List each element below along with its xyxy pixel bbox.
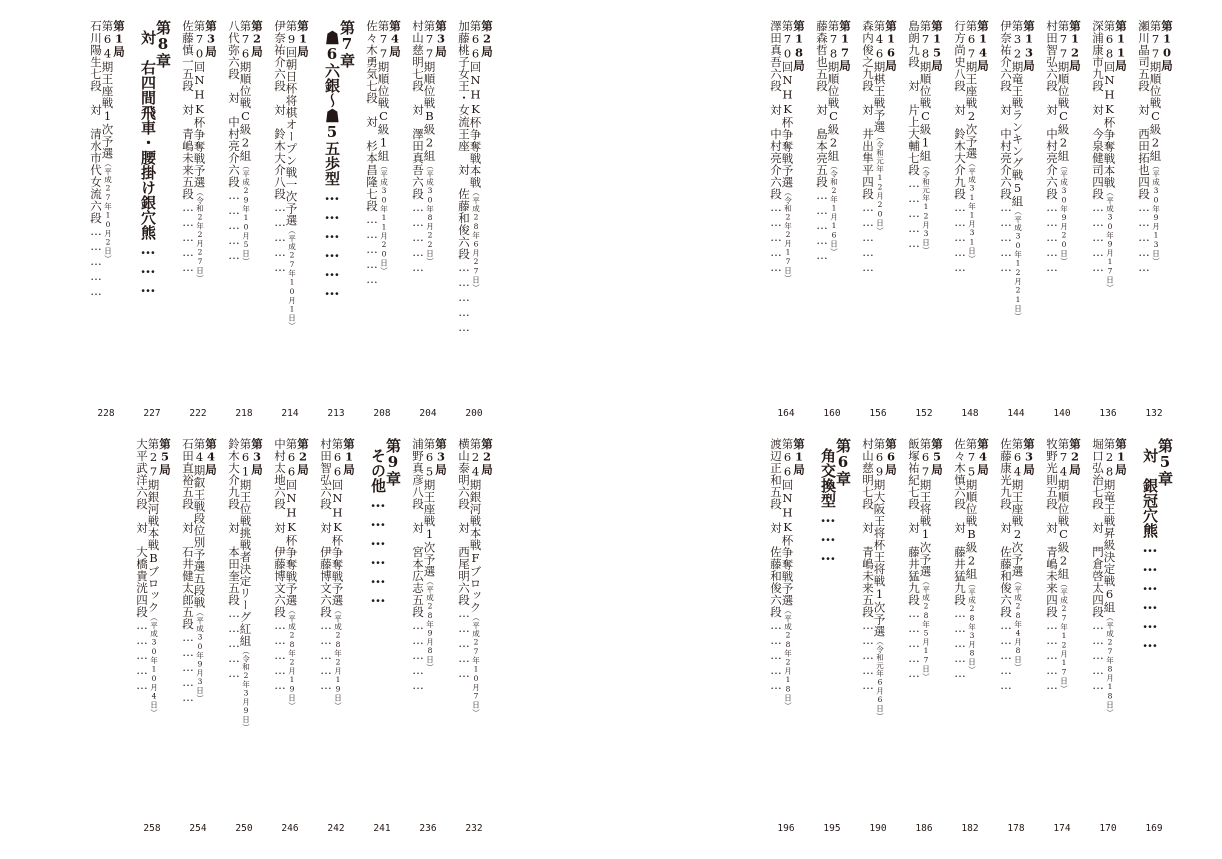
game-date: （平成30年11月20日） [379, 162, 389, 275]
toc-game-entry[interactable] [948, 20, 988, 275]
page-number: 144 [1007, 408, 1025, 419]
game-label: 第6局 [884, 438, 898, 475]
chapter-title [820, 448, 835, 565]
game-label: 第2局 [480, 438, 494, 475]
game-label: 第12局 [1068, 20, 1082, 71]
page-number: 170 [1099, 823, 1117, 834]
toc-game-entry[interactable] [994, 20, 1034, 321]
game-label: 第18局 [792, 20, 806, 71]
game-event-name: 第77期順位戦C級1組 [376, 20, 391, 162]
game-label: 第4局 [976, 438, 990, 475]
toc-game-entry[interactable] [406, 438, 446, 693]
game-players [182, 20, 194, 283]
game-players [908, 20, 920, 255]
toc-game-entry[interactable] [452, 20, 492, 335]
game-players [136, 438, 148, 717]
toc-game-entry[interactable] [176, 438, 216, 705]
game-players [320, 438, 332, 710]
page-number: 174 [1053, 823, 1071, 834]
dot-leader: …………… [769, 200, 783, 275]
game-label: 第3局 [204, 20, 218, 57]
game-players-text: 村田智弘六段 対 伊藤博文六段 [319, 438, 333, 618]
game-date: （平成28年2月19日） [333, 606, 343, 710]
game-players-text: 鈴木大介九段 対 本田奎五段 [227, 438, 241, 606]
dot-leader: …………… [769, 618, 783, 693]
page-number: 250 [235, 823, 253, 834]
game-players-text: 渡辺正和五段 対 佐藤和俊六段 [769, 438, 783, 618]
game-players [458, 20, 470, 335]
game-players-text: 村田智弘六段 対 中村亮介六段 [1045, 20, 1059, 200]
toc-panel-top-left [40, 20, 500, 420]
page-number: 218 [235, 408, 253, 419]
game-label: 第2局 [250, 20, 264, 57]
game-label: 第15局 [930, 20, 944, 71]
game-label: 第10局 [1160, 20, 1174, 71]
toc-game-entry[interactable] [84, 20, 124, 299]
dot-leader: ……………… [1141, 538, 1159, 652]
dot-leader: …………… [227, 188, 241, 263]
game-date: （平成28年2月18日） [783, 606, 793, 710]
page-number: 232 [465, 823, 483, 834]
game-event-name: 第75期順位戦B級2組 [964, 438, 979, 580]
game-players [366, 20, 378, 287]
toc-chapter-entry[interactable] [314, 20, 354, 300]
game-players [1092, 20, 1104, 292]
dot-leader: …………… [457, 606, 471, 681]
game-event-name: 第66回NHK杯争奪戦予選 [284, 438, 299, 607]
game-players-text: 飯塚祐紀七段 対 藤井猛九段 [907, 438, 921, 606]
game-date: （平成30年9月3日） [195, 608, 205, 703]
game-players [770, 438, 782, 710]
page-number: 152 [915, 408, 933, 419]
page-number: 204 [419, 408, 437, 419]
chapter-label: 第8章 [154, 20, 172, 68]
game-players-text: 伊奈祐介六段 対 中村亮介六段 [999, 20, 1013, 200]
page-number: 148 [961, 408, 979, 419]
game-event-name: 第78期順位戦C級2組 [826, 20, 841, 162]
game-label: 第1局 [1114, 438, 1128, 475]
game-event-name: 第74期順位戦C級2組 [1056, 438, 1071, 580]
page-number: 258 [143, 823, 161, 834]
chapter-title [140, 30, 155, 297]
toc-game-entry[interactable] [1040, 438, 1080, 693]
game-event-name: 第66回NHK杯争奪戦予選 [780, 438, 795, 607]
game-event-name: 第76期順位戦C級2組 [238, 20, 253, 162]
game-date: （平成27年8月18日） [1105, 613, 1115, 717]
chapter-title-text: 対 銀冠穴熊 [1141, 448, 1159, 538]
toc-game-entry[interactable] [810, 20, 850, 263]
page-number: 164 [777, 408, 795, 419]
toc-chapter-entry[interactable] [810, 438, 850, 565]
page-number: 136 [1099, 408, 1117, 419]
game-date: （令和2年2月17日） [783, 188, 793, 283]
chapter-title-text: ☗6六銀〜☗5五歩型 [323, 30, 341, 186]
game-event-name: 第77期順位戦B級2組 [422, 20, 437, 162]
game-players [1092, 438, 1104, 717]
game-players-text: 深浦康市九段 対 今泉健司四段 [1091, 20, 1105, 200]
game-label: 第14局 [976, 20, 990, 71]
game-players-text: 石田直裕五段 対 石井健太郎五段 [181, 438, 195, 630]
game-players [1046, 20, 1058, 275]
page-number: 208 [373, 408, 391, 419]
game-label: 第4局 [204, 438, 218, 475]
game-date: （平成31年1月31日） [967, 159, 977, 263]
toc-game-entry[interactable] [764, 438, 804, 710]
page-number: 228 [97, 408, 115, 419]
game-date: （平成28年5月17日） [921, 577, 931, 681]
game-players-text: 行方尚史八段 対 鈴木大介九段 [953, 20, 967, 200]
page-number: 190 [869, 823, 887, 834]
game-date: （平成27年10月2日） [103, 159, 113, 263]
page-number: 242 [327, 823, 345, 834]
game-label: 第16局 [884, 20, 898, 71]
game-event-name: 第77期順位戦C級2組 [1148, 20, 1163, 162]
game-players-text: 佐藤康光九段 対 佐藤和俊六段 [999, 438, 1013, 618]
game-event-name: 第28期竜王戦昇級決定戦6組 [1102, 438, 1117, 614]
page-number: 222 [189, 408, 207, 419]
dot-leader: …………… [907, 176, 921, 251]
chapter-label: 第6章 [834, 438, 852, 486]
dot-leader: …………… [365, 212, 379, 287]
game-label: 第4局 [388, 20, 402, 57]
toc-chapter-entry[interactable] [360, 438, 400, 607]
game-label: 第11局 [1114, 20, 1128, 71]
game-label: 第2局 [296, 438, 310, 475]
game-event-name: 第66回NHK杯争奪戦本戦 [468, 20, 483, 189]
game-players-text: 大平武洋六段 対 大橋貴洸四段 [135, 438, 149, 618]
game-date: （平成27年12月17日） [1059, 580, 1069, 693]
page-number: 156 [869, 408, 887, 419]
game-players [816, 20, 828, 263]
game-date: （令和元年12月20日） [875, 133, 885, 235]
game-players [412, 20, 424, 275]
toc-panel-top-right [760, 20, 1180, 420]
game-players [458, 438, 470, 717]
dot-leader: …………… [319, 618, 333, 693]
game-date: （平成28年2月19日） [287, 606, 297, 710]
toc-game-entry[interactable] [268, 438, 308, 710]
game-players [862, 20, 874, 275]
game-event-name: 第70回NHK杯争奪戦予選 [192, 20, 207, 189]
game-date: （平成30年9月13日） [1151, 162, 1161, 266]
game-event-name: 第68回NHK杯争奪戦本戦 [1102, 20, 1117, 189]
game-players [1000, 438, 1012, 693]
page-number: 254 [189, 823, 207, 834]
dot-leader: ……………… [369, 493, 387, 607]
game-players [412, 438, 424, 693]
dot-leader: …………… [457, 260, 471, 335]
game-label: 第2局 [1068, 438, 1082, 475]
game-event-name: 第78期順位戦C級1組 [918, 20, 933, 162]
game-players-text: 加藤桃子女王・女流王座 対 佐藤和俊六段 [457, 20, 471, 260]
dot-leader: …………… [999, 200, 1013, 275]
page-number: 178 [1007, 823, 1025, 834]
dot-leader: …………… [89, 224, 103, 299]
game-label: 第17局 [838, 20, 852, 71]
game-event-name: 第64期王座戦1次予選 [100, 20, 115, 160]
dot-leader: …………… [861, 200, 875, 275]
game-players-text: 佐々木勇気七段 対 杉本昌隆七段 [365, 20, 379, 212]
page-number: 140 [1053, 408, 1071, 419]
game-players [228, 20, 240, 266]
game-players [770, 20, 782, 283]
toc-game-entry[interactable] [222, 438, 262, 732]
dot-leader: …………… [953, 606, 967, 681]
game-date: （平成28年4月8日） [1013, 577, 1023, 672]
game-players [182, 438, 194, 705]
game-players [90, 20, 102, 299]
game-date: （平成30年8月22日） [425, 162, 435, 266]
toc-game-entry[interactable] [130, 438, 170, 717]
chapter-title-text: その他 [369, 448, 387, 493]
game-label: 第5局 [930, 438, 944, 475]
game-players [1000, 20, 1012, 321]
toc-game-entry[interactable] [176, 20, 216, 283]
dot-leader: …………… [1091, 618, 1105, 693]
dot-leader: …………… [181, 200, 195, 275]
chapter-label: 第9章 [384, 438, 402, 486]
toc-game-entry[interactable] [764, 20, 804, 283]
game-label: 第2局 [480, 20, 494, 57]
chapter-label: 第7章 [338, 20, 356, 68]
dot-leader: …………… [1091, 200, 1105, 275]
game-event-name: 第4期叡王戦段位別予選五段戦 [192, 438, 207, 609]
toc-panel-bottom-right [740, 438, 1180, 843]
toc-game-entry[interactable] [1086, 438, 1126, 717]
page-number: 246 [281, 823, 299, 834]
chapter-title [324, 30, 339, 300]
toc-chapter-entry[interactable] [130, 20, 170, 297]
game-label: 第1局 [792, 438, 806, 475]
dot-leader: …………… [411, 200, 425, 275]
game-date: （平成30年9月20日） [1059, 162, 1069, 266]
page-number: 169 [1145, 823, 1163, 834]
dot-leader: …………… [1137, 200, 1151, 275]
dot-leader: …………… [861, 618, 875, 693]
toc-panel-bottom-left [100, 438, 500, 843]
game-players-text: 中村太地六段 対 伊藤博文六段 [273, 438, 287, 618]
page-number: 241 [373, 823, 391, 834]
game-event-name: 第32期竜王戦ランキング戦5組 [1010, 20, 1025, 208]
toc-game-entry[interactable] [268, 20, 308, 330]
game-players-text: 森内俊之九段 対 井出隼平四段 [861, 20, 875, 200]
dot-leader: ……………… [323, 186, 341, 300]
game-players [1046, 438, 1058, 693]
page-number: 132 [1145, 408, 1163, 419]
game-date: （平成27年10月1日） [287, 226, 297, 330]
toc-chapter-entry[interactable] [1132, 438, 1172, 652]
chapter-title [370, 448, 385, 607]
toc-game-entry[interactable] [856, 20, 896, 275]
page-number: 196 [777, 823, 795, 834]
dot-leader: …………… [815, 188, 829, 263]
dot-leader: …………… [227, 606, 241, 681]
game-players-text: 浦野真彦八段 対 宮本広志五段 [411, 438, 425, 618]
game-players-text: 伊奈祐介六段 対 鈴木大介八段 [273, 20, 287, 200]
dot-leader: ……… [819, 508, 837, 565]
game-date: （平成30年12月21日） [1013, 207, 1023, 321]
game-players [908, 438, 920, 681]
game-players [862, 438, 874, 721]
game-date: （令和元年12月3日） [921, 162, 931, 255]
toc-game-entry[interactable] [948, 438, 988, 681]
dot-leader: …………… [273, 618, 287, 693]
page-number: 214 [281, 408, 299, 419]
game-event-name: 第77期順位戦C級2組 [1056, 20, 1071, 162]
toc-game-entry[interactable] [1132, 20, 1172, 275]
game-players-text: 佐藤慎一五段 対 青嶋未来五段 [181, 20, 195, 200]
game-date: （平成27年10月7日） [471, 613, 481, 717]
game-event-name: 第24期銀河戦本戦Fブロック [468, 438, 483, 614]
dot-leader: …………… [135, 618, 149, 693]
toc-game-entry[interactable] [406, 20, 446, 275]
dot-leader: ……… [139, 240, 157, 297]
chapter-title-text: 角交換型 [819, 448, 837, 508]
game-players [228, 438, 240, 732]
game-label: 第3局 [434, 20, 448, 57]
dot-leader: …………… [1045, 618, 1059, 693]
game-event-name: 第70回NHK杯争奪戦予選 [780, 20, 795, 189]
game-players-text: 横山泰明六段 対 西尾明六段 [457, 438, 471, 606]
game-event-name: 第66回NHK杯争奪戦予選 [330, 438, 345, 607]
game-players-text: 佐々木慎六段 対 藤井猛九段 [953, 438, 967, 606]
game-players-text: 島朗九段 対 片上大輔七段 [907, 20, 921, 176]
toc-game-entry[interactable] [902, 20, 942, 255]
game-players [1138, 20, 1150, 275]
game-date: （平成28年9月8日） [425, 577, 435, 672]
toc-game-entry[interactable] [360, 20, 400, 287]
game-event-name: 第67期王将戦1次予選 [918, 438, 933, 578]
game-players-text: 澤田真吾六段 対 中村亮介六段 [769, 20, 783, 200]
game-date: （令和2年1月16日） [829, 162, 839, 256]
toc-game-entry[interactable] [902, 438, 942, 681]
game-date: （平成30年10月4日） [149, 613, 159, 717]
toc-game-entry[interactable] [856, 438, 896, 721]
dot-leader: …………… [999, 618, 1013, 693]
game-date: （平成28年6月27日） [471, 188, 481, 292]
game-label: 第3局 [250, 438, 264, 475]
toc-game-entry[interactable] [452, 438, 492, 717]
game-players-text: 八代弥六段 対 中村亮介六段 [227, 20, 241, 188]
dot-leader: …………… [273, 200, 287, 275]
game-date: （平成29年10月5日） [241, 162, 251, 266]
game-date: （令和2年2月27日） [195, 188, 205, 283]
page-number: 182 [961, 823, 979, 834]
toc-game-entry[interactable] [1086, 20, 1126, 292]
game-event-name: 第67期王座戦2次予選 [964, 20, 979, 160]
game-label: 第1局 [112, 20, 126, 57]
game-players [274, 438, 286, 710]
game-players [954, 438, 966, 681]
game-label: 第13局 [1022, 20, 1036, 71]
game-players-text: 牧野光則五段 対 青嶋未来四段 [1045, 438, 1059, 618]
game-players-text: 村山慈明七段 対 青嶋未来五段 [861, 438, 875, 618]
game-event-name: 第64期王座戦2次予選 [1010, 438, 1025, 578]
page-number: 200 [465, 408, 483, 419]
game-players-text: 堀口弘治七段 対 門倉啓太四段 [1091, 438, 1105, 618]
page-number: 186 [915, 823, 933, 834]
page-number: 227 [143, 408, 161, 419]
game-date: （平成28年3月8日） [967, 580, 977, 674]
page-number: 236 [419, 823, 437, 834]
toc-game-entry[interactable] [1040, 20, 1080, 275]
game-label: 第1局 [342, 438, 356, 475]
game-event-name: 第27期銀河戦本戦Bブロック [146, 438, 161, 614]
game-players-text: 石川陽生七段 対 清水市代女流六段 [89, 20, 103, 224]
game-date: （令和元年6月6日） [875, 637, 885, 721]
page-number: 213 [327, 408, 345, 419]
game-players-text: 藤森哲也五段 対 島本亮五段 [815, 20, 829, 188]
game-label: 第5局 [158, 438, 172, 475]
chapter-title-text: 対 右四間飛車・腰掛け銀穴熊 [139, 30, 157, 240]
dot-leader: …………… [1045, 200, 1059, 275]
game-players [954, 20, 966, 275]
game-label: 第3局 [1022, 438, 1036, 475]
dot-leader: …………… [411, 618, 425, 693]
game-players-text: 瀬川晶司五段 対 西田拓也四段 [1137, 20, 1151, 200]
chapter-label: 第5章 [1156, 438, 1174, 486]
game-players [274, 20, 286, 330]
dot-leader: …………… [953, 200, 967, 275]
game-players-text: 村山慈明七段 対 澤田真吾六段 [411, 20, 425, 200]
game-date: （令和2年3月9日） [241, 647, 251, 732]
dot-leader: …………… [181, 630, 195, 705]
game-date: （平成30年9月17日） [1105, 188, 1115, 292]
page-number: 160 [823, 408, 841, 419]
toc-game-entry[interactable] [222, 20, 262, 266]
game-event-name: 第9回朝日杯将棋オープン戦一次予選 [284, 20, 299, 227]
game-event-name: 第61期王位戦挑戦者決定リーグ紅組 [238, 438, 253, 647]
game-event-name: 第65期王座戦1次予選 [422, 438, 437, 578]
game-event-name: 第69期大阪王将杯王将戦1次予選 [872, 438, 887, 638]
game-event-name: 第46期棋王戦予選 [872, 20, 887, 133]
chapter-title [1142, 448, 1157, 652]
toc-game-entry[interactable] [994, 438, 1034, 693]
game-label: 第1局 [296, 20, 310, 57]
dot-leader: …………… [907, 606, 921, 681]
toc-game-entry[interactable] [314, 438, 354, 710]
page-number: 195 [823, 823, 841, 834]
game-label: 第3局 [434, 438, 448, 475]
